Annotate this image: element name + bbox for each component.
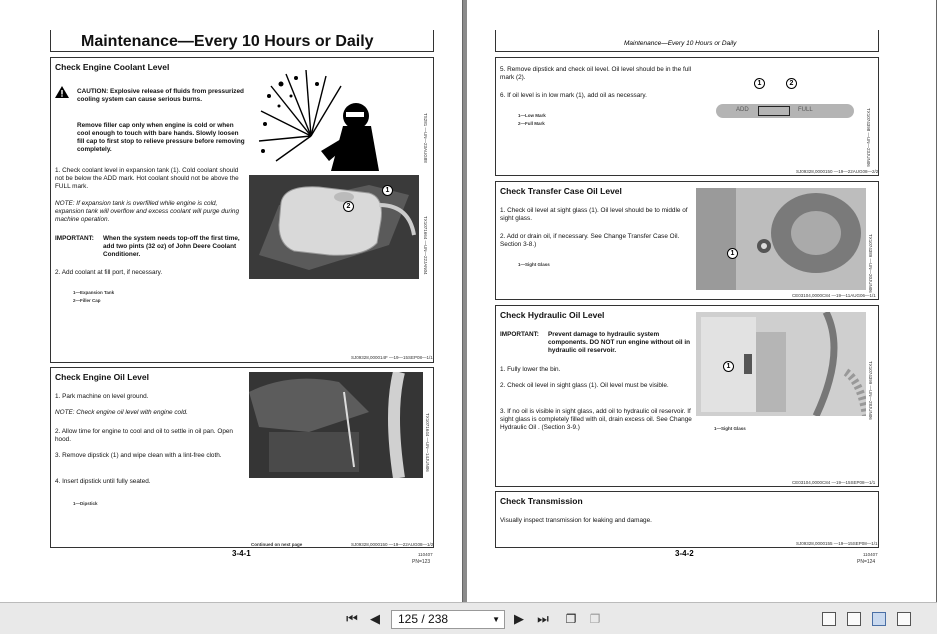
footer-code: SJ09328,0000150 —19—22AUG08—2/2: [796, 169, 879, 174]
copy-icon[interactable]: ❐: [589, 612, 601, 626]
page-corner-code: 110407: [863, 552, 878, 557]
transmission-text: Visually inspect transmission for leaking and damage.: [500, 517, 652, 524]
important-text: Prevent damage to hydraulic system components. DO NOT run engine without oil in hydraulic oil reservoir.: [548, 331, 691, 354]
section-hydraulic-oil: [495, 305, 879, 487]
expansion-tank-photo: [249, 175, 419, 279]
section-oil-continued: [495, 57, 879, 176]
step-2: 2. Add coolant at fill port, if necessary.: [55, 269, 163, 276]
section-title: Check Transfer Case Oil Level: [500, 186, 622, 196]
note-text: NOTE: If expansion tank is overfilled while engine is cold, expansion tank will overflow and excess coolant will purge during machine operation.: [55, 200, 240, 223]
section-title: Check Transmission: [500, 496, 583, 506]
chevron-down-icon[interactable]: ▼: [492, 615, 500, 624]
section-title: Check Hydraulic Oil Level: [500, 310, 605, 320]
callout-1: 1: [727, 248, 738, 259]
image-code: TX1074398 —UN—23JUN06: [866, 108, 871, 167]
single-page-view-icon[interactable]: [822, 612, 836, 626]
legend-item: 1—Dipstick: [73, 501, 98, 506]
continuous-view-icon[interactable]: [847, 612, 861, 626]
footer-code: SJ09328,000014F —19—15SEP08—1/1: [351, 355, 433, 360]
image-code: TS281 —UN—23AUG88: [423, 113, 428, 163]
page-corner-pn: PN=124: [857, 559, 876, 565]
page-header: [495, 30, 879, 52]
dipstick-full-label: FULL: [798, 107, 813, 113]
page-selector[interactable]: [391, 610, 505, 629]
last-page-icon[interactable]: ⏭: [537, 611, 549, 626]
transfer-case-photo: [696, 188, 866, 290]
step-6: 6. If oil level is in low mark (1), add oil as necessary.: [500, 92, 647, 99]
warning-icon: [55, 86, 69, 98]
caution-text-2: Remove filler cap only when engine is cold or when cool enough to touch with bare hands. Slowly loosen fill cap to first stop to relieve pressure before removing completely.: [77, 122, 245, 153]
legend-item: 1—Sight Glass: [714, 426, 746, 431]
step-2: 2. Add or drain oil, if necessary. See Change Transfer Case Oil. Section 3-8.): [500, 233, 680, 248]
important-label: IMPORTANT:: [500, 331, 539, 338]
page-left: [0, 0, 463, 602]
section-coolant: [50, 57, 434, 363]
important-text: When the system needs top-off the first time, add two pints (32 oz) of John Deere Coolant Conditioner.: [103, 235, 240, 258]
page-display: 125 / 238: [398, 612, 449, 626]
step-5: 5. Remove dipstick and check oil level. Oil level should be in the full mark (2).: [500, 66, 692, 81]
page-title: Maintenance—Every 10 Hours or Daily: [81, 33, 374, 50]
step-1: 1. Check coolant level in expansion tank (1). Cold coolant should not be below the ADD mark. Hot coolant should not be above the FULL mark.: [55, 167, 239, 190]
dipstick-photo: [249, 372, 423, 478]
section-title: Check Engine Coolant Level: [55, 62, 170, 72]
footer-code: SJ09328,0000150 —19—22AUG08—1/2: [351, 542, 434, 547]
page-corner-pn: PN=123: [412, 559, 431, 565]
step-2: 2. Allow time for engine to cool and oil to settle in oil pan. Open hood.: [55, 428, 233, 443]
dipstick-add-label: ADD: [736, 107, 749, 113]
step-3: 3. If no oil is visible in sight glass, add oil to hydraulic oil reservoir. If sight glass is completely filled with oil, drain excess oil. See Change Hydraulic Oil . (Section 3-9.): [500, 408, 692, 431]
page-number: 3-4-1: [232, 549, 251, 558]
dipstick-diagram: [716, 104, 854, 118]
image-code: TX1074389 —UN—20JUN06: [868, 234, 873, 293]
step-1: 1. Fully lower the bin.: [500, 366, 561, 373]
viewer-toolbar: [0, 602, 937, 634]
callout-1: 1: [382, 185, 393, 196]
page-corner-code: 110407: [418, 552, 433, 557]
rotate-icon[interactable]: ❐: [565, 612, 577, 626]
first-page-icon[interactable]: ⏮: [346, 611, 358, 626]
step-3: 3. Remove dipstick (1) and wipe clean with a lint-free cloth.: [55, 452, 222, 459]
two-page-continuous-icon[interactable]: [897, 612, 911, 626]
footer-code: CE03104,0000C84 —19—11AUG06—1/1: [792, 293, 876, 298]
continued-note: Continued on next page: [251, 542, 303, 547]
legend-item: 2—Filler Cap: [73, 298, 101, 303]
legend-item: 1—Sight Glass: [518, 262, 550, 267]
note-text: NOTE: Check engine oil level with engine cold.: [55, 409, 188, 416]
step-1: 1. Check oil level at sight glass (1). Oil level should be to middle of sight glass.: [500, 207, 688, 222]
callout-1: 1: [723, 361, 734, 372]
footer-code: CE03104,0000C84 —19—15SEP08—1/1: [792, 480, 876, 485]
image-code: TX1071664 —UN—22JAN04: [423, 216, 428, 275]
image-code: TX1071644 —UN—14JUN06: [425, 413, 430, 472]
burn-hazard-illustration: [251, 66, 381, 171]
legend-item: 2—Full Mark: [518, 121, 545, 126]
section-transfer-case: [495, 181, 879, 300]
step-2: 2. Check oil level in sight glass (1). Oil level must be visible.: [500, 382, 669, 389]
page-title: Maintenance—Every 10 Hours or Daily: [624, 40, 737, 47]
section-engine-oil: [50, 367, 434, 548]
page-number: 3-4-2: [675, 549, 694, 558]
callout-2: 2: [786, 78, 797, 89]
two-page-view-icon[interactable]: [872, 612, 886, 626]
section-transmission: [495, 491, 879, 548]
callout-2: 2: [343, 201, 354, 212]
section-title: Check Engine Oil Level: [55, 372, 150, 382]
legend-item: 1—Low Mark: [518, 113, 546, 118]
image-code: TX1074399 —UN—28JUN06: [868, 361, 873, 420]
step-1: 1. Park machine on level ground.: [55, 393, 149, 400]
prev-page-icon[interactable]: ◀: [370, 611, 380, 626]
page-right: [467, 0, 937, 602]
caution-text: CAUTION: Explosive release of fluids from pressurized cooling system can cause serious burns.: [77, 88, 244, 103]
footer-code: SJ09328,0000155 —19—15SEP08—1/1: [796, 541, 878, 546]
hydraulic-reservoir-photo: [696, 312, 866, 416]
legend-item: 1—Expansion Tank: [73, 290, 115, 295]
callout-1: 1: [754, 78, 765, 89]
page-header: [50, 30, 434, 52]
next-page-icon[interactable]: ▶: [514, 611, 524, 626]
step-4: 4. Insert dipstick until fully seated.: [55, 478, 151, 485]
important-label: IMPORTANT:: [55, 235, 94, 242]
